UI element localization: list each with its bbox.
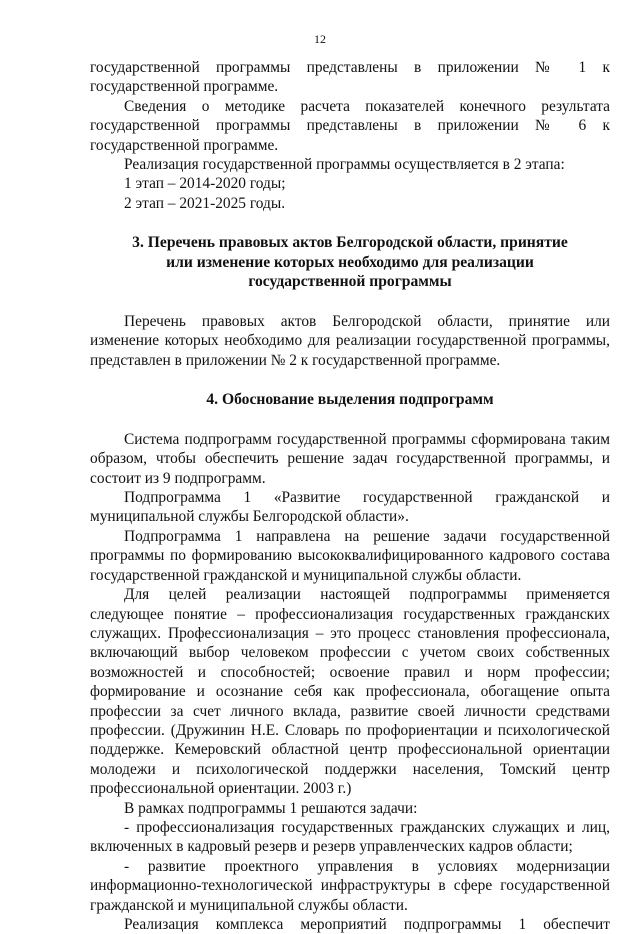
page-content <box>90 58 610 934</box>
paragraph: Для целей реализации настоящей подпрограммы применяется следующее понятие – профессионализация государственных гражданских служащих. Профессионализация – это процесс становления профессионала, включающий выбор человеком профессии с учетом своих собственных возможностей и способностей; освоение правил и норм профессии; формирование и осознание себя как профессионала, обогащение опыта профессии за счет личного вклада, развитие своей личности средствами профессии. (Дружинин Н.Е. Словарь по профориентации и психологической поддержке. Кемеровский областной центр профессиональной ориентации молодежи и психологической поддержки населения, Томский центр профессиональной ориентации. 2003 г.) <box>90 586 610 798</box>
section-3-text: Перечень правовых актов Белгородской области, принятие или изменение которых необходимо для реализации государственной программы, представлен в приложении № 2 к государственной программе. <box>90 313 610 369</box>
section-3-heading <box>90 233 610 292</box>
heading-line: 3. Перечень правовых актов Белгородской области, принятие <box>132 234 568 252</box>
paragraph: государственной программы представлены в приложении № 1 к государственной программе. <box>90 59 610 96</box>
paragraph: Система подпрограмм государственной программы сформирована таким образом, чтобы обеспечить решение задач государственной программы, и состоит из 9 подпрограмм. <box>90 430 610 487</box>
paragraph: Реализация комплекса мероприятий подпрограммы 1 обеспечит <box>124 916 610 933</box>
list-item: - развитие проектного управления в условиях модернизации информационно-технологической инфраструктуры в сфере государственной гражданской и муниципальной службы области. <box>90 857 610 914</box>
paragraph: Реализация государственной программы осуществляется в 2 этапа: <box>124 156 565 174</box>
paragraph: Сведения о методике расчета показателей конечного результата государственной программы представлены в приложении № 6 к государственной программе. <box>90 97 610 154</box>
paragraph: В рамках подпрограммы 1 решаются задачи: <box>124 799 418 817</box>
heading-line: или изменение которых необходимо для реализации <box>166 253 534 271</box>
section-4-heading: 4. Обоснование выделения подпрограмм <box>206 391 494 409</box>
paragraph: Подпрограмма 1 направлена на решение задачи государственной программы по формированию высококвалифицированного кадрового состава государственной гражданской и муниципальной службы области. <box>90 527 610 584</box>
stage-item: 1 этап – 2014-2020 годы; <box>124 175 286 193</box>
paragraph: Подпрограмма 1 «Развитие государственной гражданской и муниципальной службы Белгородской области». <box>90 489 610 526</box>
list-item: - профессионализация государственных гражданских служащих и лиц, включенных в кадровый резерв и резерв управленческих кадров области; <box>90 818 610 856</box>
stage-item: 2 этап – 2021-2025 годы. <box>124 194 286 212</box>
heading-line: государственной программы <box>248 273 452 291</box>
page-number: 12 <box>314 32 326 46</box>
